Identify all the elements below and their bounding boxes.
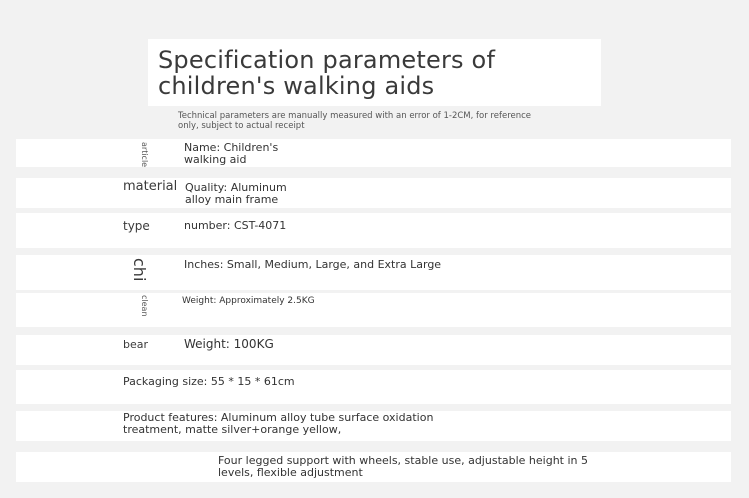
row-label-bear: bear bbox=[123, 338, 149, 351]
row-value-packaging: Packaging size: 55 * 15 * 61cm bbox=[123, 375, 295, 388]
spec-row-type bbox=[16, 213, 731, 248]
row-value-load: Weight: 100KG bbox=[184, 337, 274, 351]
row-label-type: type bbox=[123, 219, 150, 233]
spec-row-features bbox=[16, 411, 731, 441]
spec-row-support bbox=[16, 452, 731, 482]
row-label-chi: chi bbox=[130, 258, 149, 282]
row-value-size: Inches: Small, Medium, Large, and Extra Large bbox=[184, 258, 442, 271]
spec-row-size bbox=[16, 255, 731, 290]
row-value-weight: Weight: Approximately 2.5KG bbox=[182, 296, 315, 306]
page-title: Specification parameters of children's walking aids bbox=[158, 46, 496, 100]
row-value-name: Name: Children's walking aid bbox=[184, 141, 279, 166]
spec-row-weight bbox=[16, 293, 731, 327]
measurement-note: Technical parameters are manually measured with an error of 1-2CM, for reference only, subject to actual receipt bbox=[178, 111, 532, 131]
row-value-material: Quality: Aluminum alloy main frame bbox=[185, 181, 287, 206]
row-value-support: Four legged support with wheels, stable use, adjustable height in 5 levels, flexible adjustment bbox=[218, 454, 589, 479]
row-label-material: material bbox=[123, 179, 178, 194]
title-panel bbox=[148, 39, 601, 106]
row-value-model: number: CST-4071 bbox=[184, 219, 287, 232]
row-value-features: Product features: Aluminum alloy tube surface oxidation treatment, matte silver+orange yellow, bbox=[123, 411, 434, 436]
spec-row-material bbox=[16, 178, 731, 208]
row-label-article: article bbox=[140, 142, 149, 168]
row-label-clean: clean bbox=[140, 295, 149, 317]
spec-row-packaging bbox=[16, 370, 731, 404]
spec-row-name bbox=[16, 139, 731, 167]
spec-row-load bbox=[16, 335, 731, 365]
